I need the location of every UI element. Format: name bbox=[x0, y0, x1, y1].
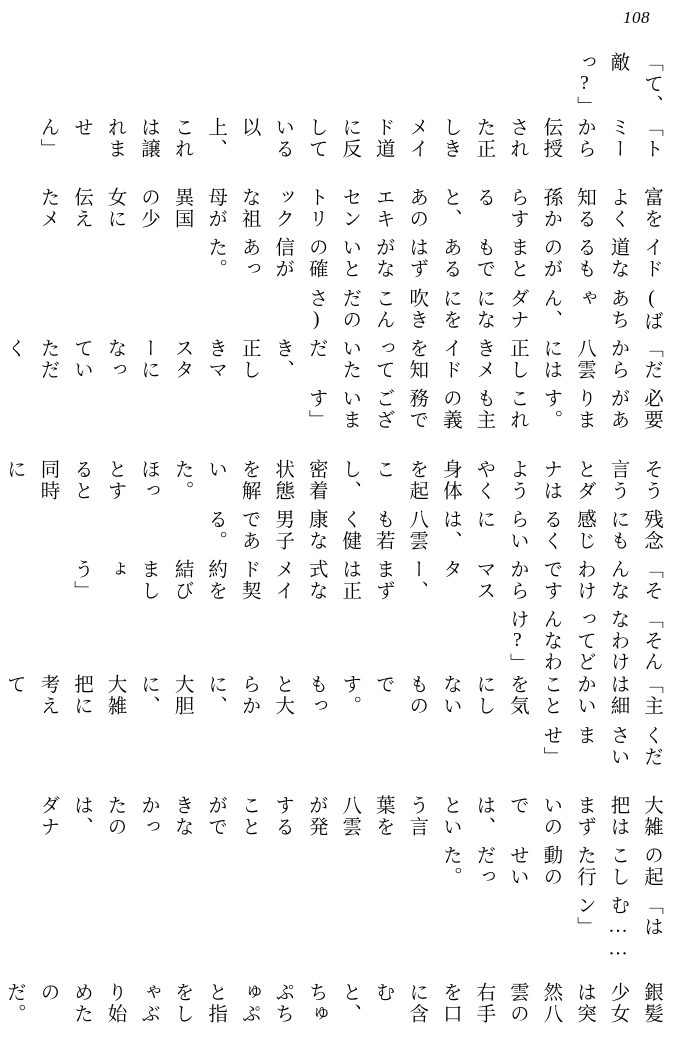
text-line: 大雑把はまずいのでは、という言葉を八雲が発することができなかったのは、ダナ bbox=[37, 794, 662, 838]
text-line: 残念にも感じるくらいには、八雲も若く健康な男子である。 bbox=[205, 508, 662, 552]
text-line: 必要があります。これも主の義務でございます」 bbox=[305, 388, 662, 431]
text-line: 「だから八雲には正しきメイドを知っていただき、正しきマスターになっていただく bbox=[3, 337, 662, 381]
text-line: 「て、敵っ?」 bbox=[573, 52, 662, 117]
text-line: (ばあちゃん、ダナになにを吹きこんだのさ) bbox=[305, 287, 662, 332]
text-line: 銀髪少女は突然八雲の右手を口に含むと、ちゅぷちゅぷと指をしゃぶり始めたのだ。 bbox=[3, 981, 662, 1024]
text-line: イド道なるものがまともであるはずがないとの確信があった。 bbox=[205, 237, 662, 280]
text-line: 「主は細かいことを気にしないものです。もっと大らかに、大胆に、大雑把に考えて bbox=[3, 674, 662, 717]
body-text-columns bbox=[3, 52, 668, 1032]
text-line: そう言うとダナはようやく身体を起こし、密着状態を解いた。ほっとすると同時に bbox=[3, 458, 662, 501]
text-line: 富をよく知る孫からすると、あのエキセントリックな祖母が異国の少女に伝えたメ bbox=[37, 187, 662, 230]
text-line: 「そんなわけですからマスター、まずは正式なメイド契約を結びましょう」 bbox=[70, 559, 662, 602]
text-line: 「トミーから伝授された正しきメイド道に反している以上、これは譲れません」 bbox=[37, 116, 662, 159]
text-line: の起こした行動のせいだった。 bbox=[439, 845, 662, 888]
text-line: 「そんなわけってどんなわけ?」 bbox=[506, 609, 662, 675]
page-number: 108 bbox=[623, 8, 650, 27]
text-line: くださいませ」 bbox=[540, 724, 662, 767]
text-line: 「はむ……ン」 bbox=[573, 895, 662, 962]
